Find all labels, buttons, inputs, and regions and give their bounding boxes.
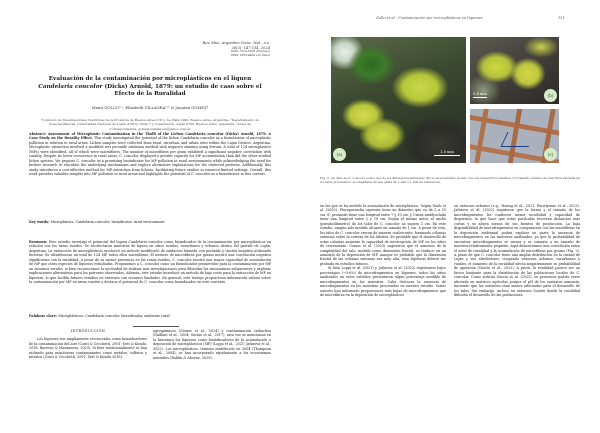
palabras-clave-label: Palabras clave: bbox=[29, 314, 58, 318]
keywords-label: Key words: bbox=[29, 220, 50, 224]
abstract-text: This study investigated the potential of the lichen Candelaria concolor as a bioindicator of microplastic pollution in relation to rural areas. Lichen samples were collected from rural, rururban, and urban sites within the Luján District, Argentina. Microplastic extraction involved a modified wet peroxide oxidation method with negative staining using ferroin. A total of 124 microplastics (MPs) were identified, all of which were microfibers. The number of microfibers per gram exhibited a significant negative correlation with rurality. Despite its lower occurrence in rural areas, C. concolor displayed a greater capacity for MP accumulation than did the other studied lichen species. We propose C. concolor as a promising bioindicator for MP pollution in rural environments while acknowledging the need for further research to elucidate the underlying mechanisms and explore alternative explanations for the observed patterns. Additionally, this study introduces a cost-effective method for MP extraction from lichens, facilitating future studies in resource-limited settings. Overall, this work provides valuable insights into MP pollution in rural areas and highlights the potential of C. concolor as a bioindicator in this context. bbox=[29, 136, 271, 177]
scale-bar-a-line bbox=[434, 155, 460, 156]
right-page bbox=[300, 0, 600, 433]
microfiber-strand bbox=[500, 132, 535, 147]
palabras-clave bbox=[29, 314, 271, 318]
title-species: Candelaria concolor bbox=[38, 83, 103, 90]
journal-citation bbox=[203, 41, 270, 58]
keywords bbox=[29, 220, 271, 224]
intro-paragraph-2: agroquímicos (Gómez et al., 2024) y contaminación radiactiva (Daillant et al., 2004; Savino et al., 2017), rara vez se mencionan en la literatura los líquenes como bioindicadores de la acumulación o deposición de microplásticos (MP) (Loppi et al., 2021; Jafarova et al., 2022). Los microplásticos, término establecido en 2004 (Thompson et al., 2004), se han incorporado rápidamente a los ecosistemas naturales (Roblin & Aherne, 2020). bbox=[153, 329, 271, 360]
title-part-2: (Dicks) Arnold, 1879: un estudio de caso sobre el Efecto de la Ruralidad bbox=[102, 83, 262, 97]
scale-bar-a bbox=[434, 150, 460, 156]
scale-bar-a-label: 1,5 mm bbox=[440, 150, 454, 154]
page-number: 151 bbox=[558, 16, 565, 20]
palabras-clave-text: Microplásticos, Candelaria concolor, bioindicador, ambiente rural bbox=[57, 314, 170, 318]
body-column-1 bbox=[320, 204, 446, 298]
intro-column-1 bbox=[29, 329, 147, 360]
affiliations: ¹Comisión de Investigaciones Científicas de la Provincia de Buenos Aires (CIC). La Plata 1900, Buenos Aires, Argentina. ²Departamento de Ciencias Básicas, Universidad Nacional de Luján (UNLu). Ruta 7 y Constitución, Luján 6700, Buenos Aires, Argentina. ³Autor de Correspondencia. gomezjonatanjose@yahoo.com.ar bbox=[40, 118, 260, 131]
figure-panel-c-fiber-grid-photo bbox=[470, 109, 559, 163]
body-paragraph-1: en las que se ha medido la acumulación de microplástico. Según Nash et al. (2002), Flavoparmelia caperata tiene un diámetro que va de 5 a 20 cm, E. prunastri tiene una longitud entre 7 y 10 cm, y Usnea amblyoclada tiene una longitud entre 2 y 10 cm. Según el mismo autor, el ancho (pseudodiámetro) de los talos de C. concolor no supera 1 cm. En este estudio, ningún talo medido alcanzó un tamaño de 1 cm. A pesar de esto, los talos de C. concolor crecen de manera coalescente, formando colonias extensas sobre la corteza de los árboles. Es probable que el desarrollo de estas colonias aumente la capacidad de intercepción de MP en los sitios de crecimiento. Gomes et al. (2023) sugirieron que el aumento de la complejidad del talo, medido como dimensión fractal, se traduce en un aumento de la deposición de MP. Aunque es probable que la dimensión fractal de las colonias extensas sea muy alta, esta hipótesis deberá ser probada en estudios futuros. bbox=[320, 204, 446, 266]
abstract-label: Abstract: Assessment of Microplastic Contamination in the Thalli of the Lichen Candelaria concolor (Dicks) Arnold, 1879: A Case Study on the Rurality Effect. bbox=[29, 132, 271, 141]
intro-column-2 bbox=[153, 329, 271, 360]
keywords-text: Microplastics, Candelaria concolor, bioindicator, rural environment bbox=[49, 220, 165, 224]
intro-paragraph-1: Los líquenes son ampliamente reconocidos como bioindicadores de la contaminación del aire (Conti & Cecchetti, 2001; Sett & Kundu, 2016; Barreno & Manzanera, 2023). Si bien tradicionalmente se han utilizado para monitorear contaminantes como metales, sulfatos y nitratos (Conti & Cecchetti, 2001; Sett & Kundu 2016), bbox=[29, 337, 147, 360]
scale-bar-b-label: 0,4 mm bbox=[473, 92, 487, 96]
body-column-2 bbox=[454, 204, 580, 298]
figure-caption: Fig. 3. (A) Talo de C. concolor sobre uno de los árboles muestreados; (B) se acercamiento al talo con sus respectivos detalles; (C) Tamaño relativo de una fibra extraída de los talos procesados, acompañada de una grilla de 1 mm x 1 mm de referencia. bbox=[320, 176, 580, 185]
issn-print: ISSN 1514-5158 (impresa) bbox=[230, 49, 270, 54]
issn-online: ISSN 1853-0400 (en línea) bbox=[231, 52, 270, 57]
panel-a-label: (a) bbox=[333, 148, 346, 161]
resumen-label: Resumen: bbox=[29, 240, 48, 244]
running-title: Gollo et al.: Contaminación por microplásticos en líquenes bbox=[376, 16, 483, 20]
panel-b-label: (b) bbox=[544, 89, 557, 102]
scale-bar-b-line bbox=[473, 97, 487, 98]
intro-heading: INTRODUCCIÓN bbox=[70, 329, 106, 333]
title-part-1: Evaluación de la contaminación por microplásticos en el liquen bbox=[48, 76, 252, 82]
article-title bbox=[28, 76, 272, 99]
scale-bar-b bbox=[473, 92, 487, 98]
body-paragraph-3: en entornos urbanos (e.g., Huang et al., 2021; Purwiyanto et al., 2022). Jafarova et al. (2022) sugirieron que la forma y el tamaño de los microfragmentos les confieren menor movilidad y capacidad de dispersión, lo que hace que estas partículas recorran distancias más cortas y se alejen menos de sus fuentes de producción. La baja disponibilidad de microfragmentos en comparación con las microfibras en la deposición ambiental podría explicar en parte la ausencia de microfragmentos en las muestras analizadas, ya que la probabilidad de encontrar microfragmentos se menor y se sumaría a un tamaño de muestra relativamente pequeño. Aquí demostramos una correlación entre el nivel de ruralidad y la acumulación de microfibras por gramo (Fig. 2). A pesar de que C. concolor tiene una amplia distribución en la ciudad de Luján y sus alrededores, ocupando entornos urbanos, rururbanos y rurales, el aumento de la ruralidad afecta negativamente su probabilidad de aparición (García et al., 2023). A priori, la ruralidad parece ser un factor limitante para la distribución de las poblaciones locales de C. concolor. Como indican García et al. (2023), su presencia podría verse afectada en matrices agrícolas porque el pH de los sustratos aumenta, haciendo que los sustratos sean menos adecuados para el desarrollo de los talos. Sin embargo, incluso en entornos locales donde la ruralidad dificulta el desarrollo de las poblaciones, bbox=[454, 204, 580, 298]
author-list: Maira GOLLO¹˒², Elizabeth VILLAGRA¹˒² & Jonatan GOMEZ³ bbox=[91, 105, 209, 110]
abstract bbox=[29, 132, 271, 177]
journal-volume: 26(2): 147-154, 2024 bbox=[231, 45, 270, 50]
figure-panel-b-closeup-photo bbox=[470, 37, 559, 104]
panel-c-label: (c) bbox=[544, 148, 557, 161]
figure-panel-a-lichen-photo bbox=[331, 37, 466, 163]
body-paragraph-2: Si bien Loppi et al. (2021) y Jafarova et al. (2022) registraron bajos porcentajes (~5-6%) de microfragmentos en líquenes, todos los sitios analizados en estos estudios presentaron algún porcentaje medible de microfragmentos en las muestras. Cabe destacar la ausencia de microfragmentos en las muestras procesadas en nuestro estudio. Varios autores han informado proporciones más bajas de microfragmentos que de microfibras en la deposición de microplásticos bbox=[320, 266, 446, 298]
resumen-text: Este estudio investigó el potencial del liquen Candelaria concolor como bioindicador de la contaminación por microplásticos en relación con las áreas rurales. Se recolectaron muestras de liquen en sitios rurales, rururbanos y urbanos dentro del partido de Luján, Argentina. La extracción de microplásticos involucró un método modificado de oxidación húmeda con peróxido y tinción negativa utilizando ferroína. Se identificaron un total de 124 MP, todos ellos microfibras. El número de microfibras por gramo mostró una correlación negativa significativa con la ruralidad. A pesar de su menor presencia en las zonas rurales, C. concolor mostró una mayor capacidad de acumulación de MP que otras especies de líquenes estudiadas. Proponemos a C. concolor como un bioindicador prometedor para la contaminación por MP en entornos rurales, si bien reconocemos la necesidad de realizar más investigaciones para dilucidar los mecanismos subyacentes y explorar explicaciones alternativas para los patrones observados. Además, este estudio introduce un método de bajo costo para la extracción de MP en líquenes, lo que facilita futuros estudios en entornos con recursos limitados. En general, este trabajo proporciona información valiosa sobre la contaminación por MP en áreas rurales y destaca el potencial de C. concolor como bioindicador en este contexto. bbox=[29, 240, 271, 285]
resumen bbox=[29, 240, 271, 285]
section-divider bbox=[133, 326, 179, 327]
journal-name: Rev. Mus. Argentino Cienc. Nat., n.s. bbox=[202, 41, 270, 45]
